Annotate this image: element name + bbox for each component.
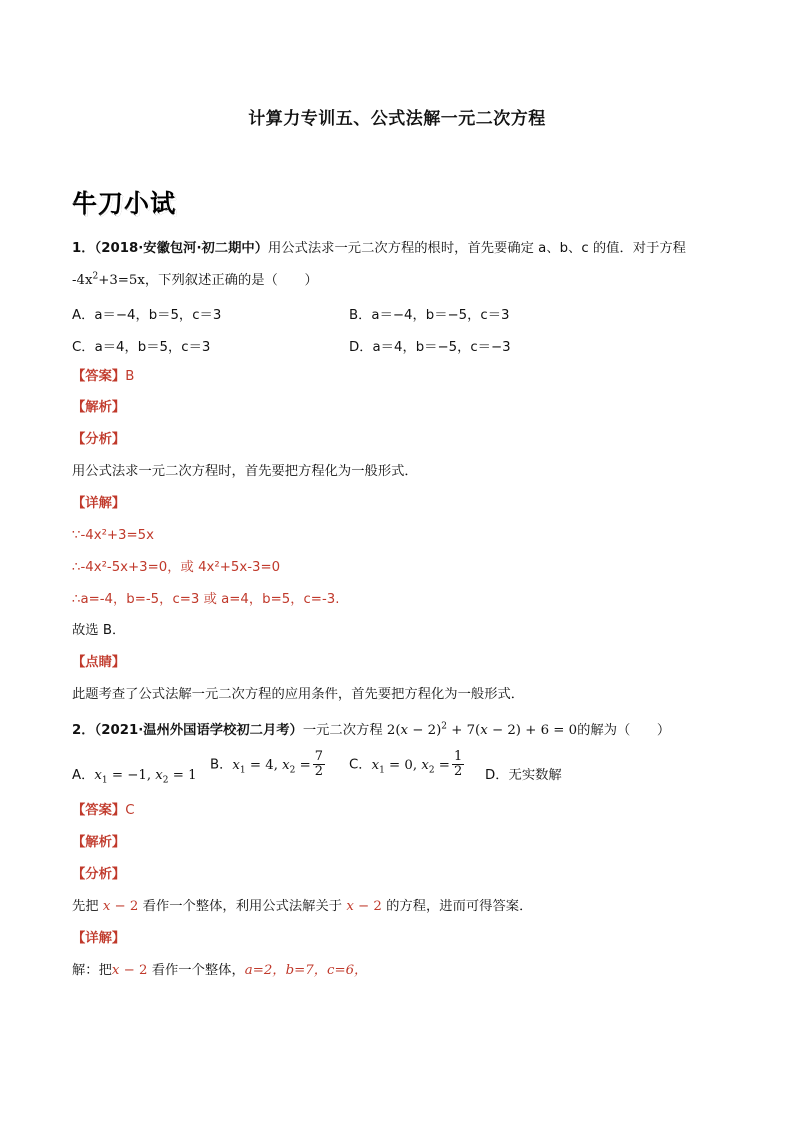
q1-option-a: A．a＝−4，b＝5，c＝3 [72, 308, 222, 323]
q1-dianjing-tag: 【点睛】 [72, 655, 126, 670]
q2-answer [72, 801, 134, 821]
q1-stem-b: ，下列叙述正确的是（ ） [144, 273, 318, 288]
page-title: 计算力专训五、公式法解一元二次方程 [248, 109, 546, 129]
q2-stem [72, 721, 670, 741]
q1-therefore2: ∴a=-4，b=-5，c=3 或 a=4，b=5，c=-3. [72, 592, 340, 607]
q1-stem-line1 [72, 239, 686, 259]
q2-equation: $2(x - 2)^2 + 7(x - 2) + 6 = 0$ [386, 721, 578, 738]
q2-stem-a: 一元二次方程 [302, 723, 383, 738]
section-heading: 牛刀小试 [72, 189, 177, 218]
q1-therefore1: ∴-4x²-5x+3=0，或 4x²+5x-3=0 [72, 560, 281, 575]
q2-source: （2021·温州外国语学校初二月考） [94, 723, 303, 738]
q1-option-d: D．a＝4，b＝−5，c＝−3 [349, 340, 511, 355]
q1-analysis-tag: 【解析】 [72, 400, 126, 415]
q1-source: （2018·安徽包河·初二期中） [94, 241, 268, 256]
q1-choose: 故选 B． [72, 623, 126, 638]
q1-answer-tag: 【答案】 [72, 369, 126, 384]
q1-number: 1． [72, 241, 95, 256]
q1-stem-a: 用公式法求一元二次方程的根时，首先要确定 a、b、c 的值．对于方程 [268, 241, 686, 256]
q1-fenxi-tag: 【分析】 [72, 432, 126, 447]
q2-option-b: B．$x_1 = 4$, $x_2$ = $\frac{7}{2}$ [210, 749, 324, 779]
q1-option-b: B．a＝−4，b＝−5，c＝3 [349, 308, 510, 323]
q2-answer-tag: 【答案】 [72, 803, 126, 818]
q1-detail-tag: 【详解】 [72, 496, 126, 511]
q2-stem-b: 的解为（ ） [577, 723, 671, 738]
q2-option-d: D．无实数解 [485, 768, 562, 783]
q1-answer-value: B [125, 369, 135, 384]
q2-fenxi-text: 先把 x − 2 看作一个整体，利用公式法解关于 x − 2 的方程，进而可得答案． [72, 899, 533, 914]
q2-detail-tag: 【详解】 [72, 931, 126, 946]
q2-analysis-tag: 【解析】 [72, 835, 126, 850]
q1-stem-line2 [72, 271, 318, 291]
q2-option-c: C．$x_1 = 0$, $x_2$ = $\frac{1}{2}$ [349, 749, 463, 779]
q2-option-a: A．$x_1 = -1$, $x_2 = 1$ [72, 768, 197, 786]
q1-dianjing-text: 此题考查了公式法解一元二次方程的应用条件，首先要把方程化为一般形式． [72, 687, 525, 702]
q1-fenxi-text: 用公式法求一元二次方程时，首先要把方程化为一般形式． [72, 464, 418, 479]
q1-equation: $-4x^2+3=5x$ [72, 271, 145, 288]
q1-answer [72, 367, 134, 387]
q2-solution: 解：把x − 2 看作一个整体，a=2，b=7，c=6， [72, 963, 368, 978]
q2-fenxi-tag: 【分析】 [72, 867, 126, 882]
q1-option-c: C．a＝4，b＝5，c＝3 [72, 340, 211, 355]
q1-because: ∵-4x²+3=5x [72, 528, 154, 543]
q2-answer-value: C [125, 803, 135, 818]
q2-number: 2． [72, 723, 95, 738]
